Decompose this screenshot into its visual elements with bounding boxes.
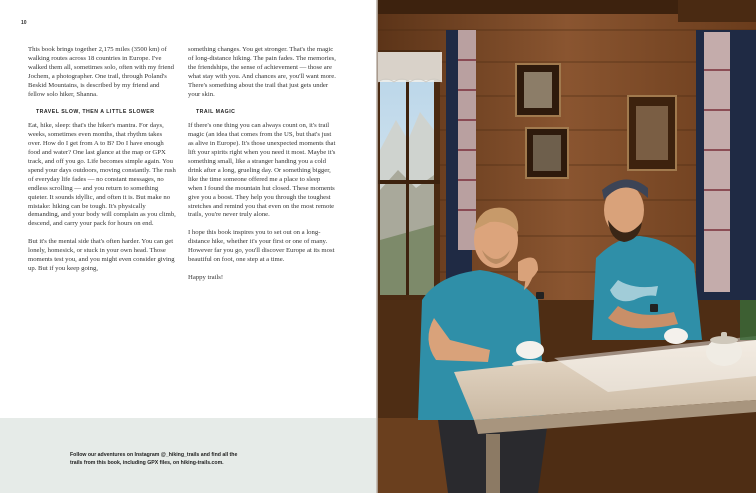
curtain-left [446, 30, 476, 280]
photo-illustration [378, 0, 756, 493]
footer-banner [0, 418, 378, 493]
window [378, 50, 442, 300]
closing-line: Happy trails! [188, 273, 224, 281]
footer-line: Follow our adventures on Instagram @_hiking_trails and find all the [70, 452, 238, 458]
intro-paragraph: This book brings together 2,175 miles (3500 km) of walking routes across 18 countries in Europe. I've walked them all, sometimes solo, often with my friend Jochem, a photographer. One trail, through Poland's Beskid Mountains, is described by my friend and fellow solo hiker, Shanna. [28, 46, 174, 98]
hut-photo [378, 0, 756, 493]
page-number: 10 [21, 20, 27, 26]
coffee-cup [516, 341, 544, 359]
plant [740, 300, 756, 340]
body-paragraph: I hope this book inspires you to set out on a long-distance hike, whether it's your first or one of many. However far you go, you'll discover Europe at its most beautiful on foot, one step at a time. [188, 229, 335, 264]
section-heading-trail-magic: TRAIL MAGIC [196, 109, 236, 116]
footer-note [70, 451, 310, 467]
footer-line: trails from this book, including GPX files, on hiking-trails.com. [70, 460, 224, 466]
body-paragraph: But it's the mental side that's often harder. You can get lonely, homesick, or stuck in your own head. Those moments test you, and you might even consider giving up. But if you keep going, [28, 238, 175, 272]
body-paragraph: something changes. You get stronger. That's the magic of long-distance hiking. The pain fades. The memories, the friendships, the sense of achievement — those are what stay with you. And chances are, you'll want more. There's something about the trail that just gets under your skin. [188, 46, 336, 98]
coffee-cup [664, 328, 688, 344]
text-column-left [28, 46, 176, 283]
body-paragraph: If there's one thing you can always count on, it's trail magic (an idea that comes from the US, but that's just as alive in Europe). It's those unexpected moments that lift your spirits right when you need it most. Maybe it's something small, like a stranger handing you a cold drink after a long, grueling day. Or something bigger, like the time someone offered me a place to sleep when I found the mountain hut closed. These moments give you a boost. They help you through the toughest stretches and remind you that even on the most remote trails, you're never truly alone. [188, 122, 336, 219]
text-column-right [188, 46, 336, 292]
section-heading-travel-slow: TRAVEL SLOW, THEN A LITTLE SLOWER [36, 109, 155, 116]
body-paragraph: Eat, hike, sleep: that's the hiker's mantra. For days, weeks, sometimes even months, that rhythm takes over. How do I get from A to B? Do I have enough food and water? One last glance at the map or GPX track, and off you go. Life becomes simple again. You spend your days outdoors, moving constantly. The rush of everyday life fades — no constant messages, no endless scrolling — and you return to something quieter. It sounds idyllic, and often it is. But make no mistake: hiking can be tough. It's physically demanding, and your body will complain as you climb, descend, and carry your pack for hours on end. [28, 122, 176, 228]
curtain-right [696, 30, 756, 310]
